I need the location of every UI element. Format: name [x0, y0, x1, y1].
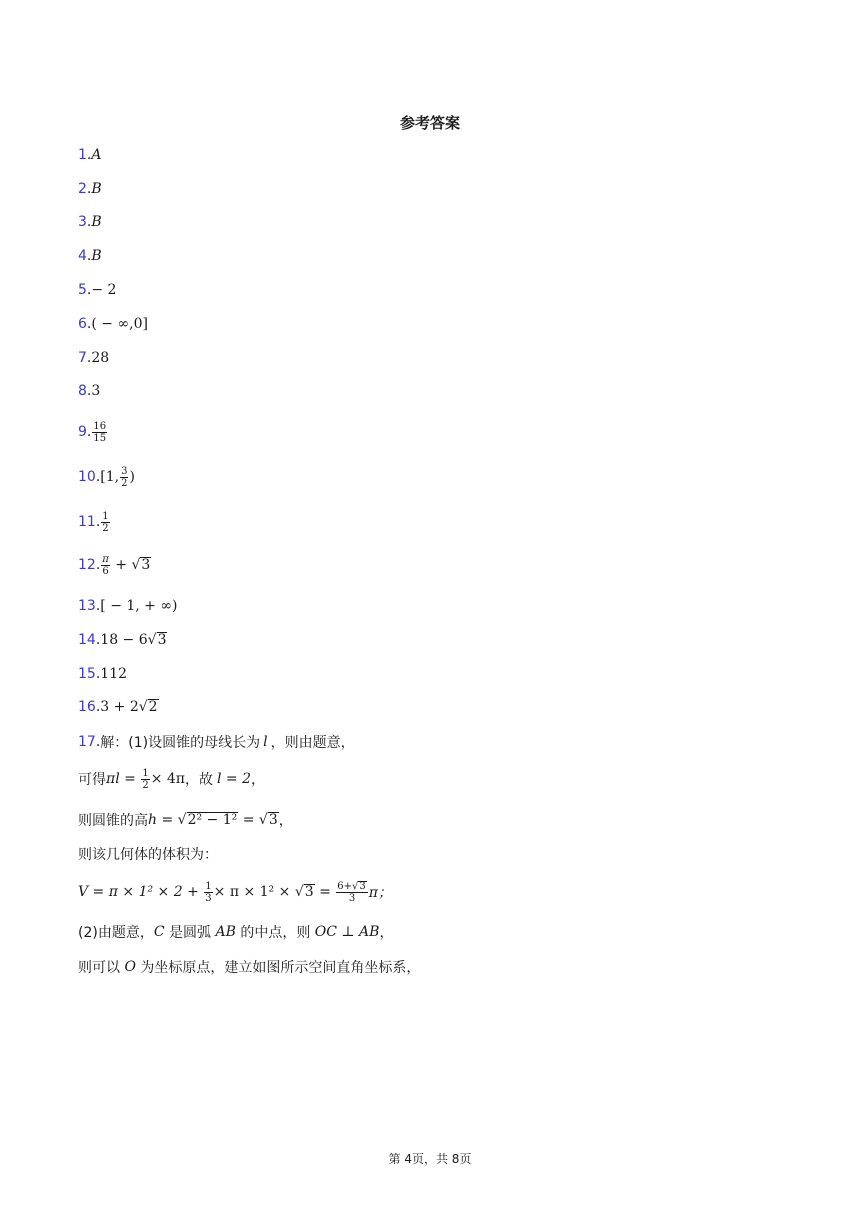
answer-item-8: 8 . 3 [78, 383, 101, 399]
answer-value: − 2 [91, 282, 117, 298]
answer-value: A [91, 147, 102, 163]
answer-item-2: 2 . B [78, 181, 102, 197]
solution-line-1: 17 . 解：(1)设圆锥的母线长为 l ，则由题意， [78, 734, 355, 751]
page-footer: 第 4页，共 8页 [388, 1152, 472, 1166]
answer-item-14: 14 . 18 − 6 √ 3 [78, 632, 167, 648]
answer-value: B [91, 181, 102, 197]
sqrt-expression: √ 3 [258, 812, 278, 828]
answer-number: 10 [78, 469, 96, 485]
sqrt-expression: √ 3 [131, 557, 151, 573]
answer-item-15: 15 . 112 [78, 666, 128, 682]
answer-value: 112 [100, 666, 128, 682]
answer-item-6: 6 . ( − ∞,0] [78, 316, 148, 332]
solution-line-4: 则该几何体的体积为： [78, 847, 218, 863]
answer-item-1: 1 . A [78, 147, 102, 163]
answer-number: 12 [78, 557, 96, 573]
fraction: $\frac{1}{2}$ [102, 510, 109, 534]
fraction: 6+ √ 3 3 [337, 880, 366, 904]
answer-item-12: 12 . $\frac{\pi}{6}$ + √ 3 [78, 553, 151, 577]
answer-item-7: 7 . 28 [78, 350, 110, 366]
answer-number: 16 [78, 699, 96, 715]
answer-item-9: 9 . $\frac{16}{15}$ [78, 420, 107, 444]
fraction: $\frac{3}{2}$ [121, 465, 128, 489]
answer-number: 15 [78, 666, 96, 682]
answer-item-10: 10 . [1, $\frac{3}{2}$ ) [78, 465, 135, 489]
sqrt-expression: √ 2 [138, 699, 158, 715]
sqrt-expression: √ 3 [294, 884, 314, 900]
page-title: 参考答案 [399, 114, 460, 132]
solution-line-2: 可得 πl = $\frac{1}{2}$ × 4π ，故 l = 2 ， [78, 767, 265, 791]
answer-item-13: 13 . [ − 1, + ∞) [78, 598, 178, 614]
answer-number: 9 [78, 424, 87, 440]
answer-item-11: 11 . $\frac{1}{2}$ [78, 510, 109, 534]
answer-item-5: 5 . − 2 [78, 282, 117, 298]
answer-number: 7 [78, 350, 87, 366]
answer-number: 1 [78, 147, 87, 163]
fraction: $\frac{1}{2}$ [142, 767, 149, 791]
answer-number: 5 [78, 282, 87, 298]
answer-number: 3 [78, 214, 87, 230]
answer-value: 3 [91, 383, 101, 399]
answer-value: [ − 1, + ∞) [100, 598, 178, 614]
answer-item-3: 3 . B [78, 214, 102, 230]
answer-number: 4 [78, 248, 87, 264]
answer-number: 8 [78, 383, 87, 399]
answer-item-16: 16 . 3 + 2 √ 2 [78, 699, 158, 715]
solution-line-3: 则圆锥的高 h = √ 2² − 1² = √ 3 ， [78, 812, 293, 829]
answer-value: 28 [91, 350, 110, 366]
answer-number: 17 [78, 734, 96, 750]
answer-number: 14 [78, 632, 96, 648]
answer-value: B [91, 214, 102, 230]
answer-number: 13 [78, 598, 96, 614]
answer-item-4: 4 . B [78, 248, 102, 264]
solution-line-5: V = π × 1² × 2 + $\frac{1}{3}$ × π × 1² × √ 3 = 6+ √ 3 3 π； [78, 880, 392, 904]
fraction: $\frac{1}{3}$ [205, 880, 212, 904]
solution-line-7: 则可以 O 为坐标原点，建立如图所示空间直角坐标系， [78, 959, 421, 976]
fraction: $\frac{16}{15}$ [93, 420, 107, 444]
answer-value: ( − ∞,0] [91, 316, 148, 332]
answer-value: B [91, 248, 102, 264]
sqrt-expression: √ 2² − 1² [177, 812, 238, 828]
solution-line-6: (2)由题意， C 是圆弧 AB 的中点，则 OC ⊥ AB ， [78, 924, 394, 941]
answer-number: 11 [78, 514, 96, 530]
answer-number: 6 [78, 316, 87, 332]
answer-number: 2 [78, 181, 87, 197]
fraction: $\frac{\pi}{6}$ [102, 553, 109, 577]
sqrt-expression: √ 3 [147, 632, 167, 648]
